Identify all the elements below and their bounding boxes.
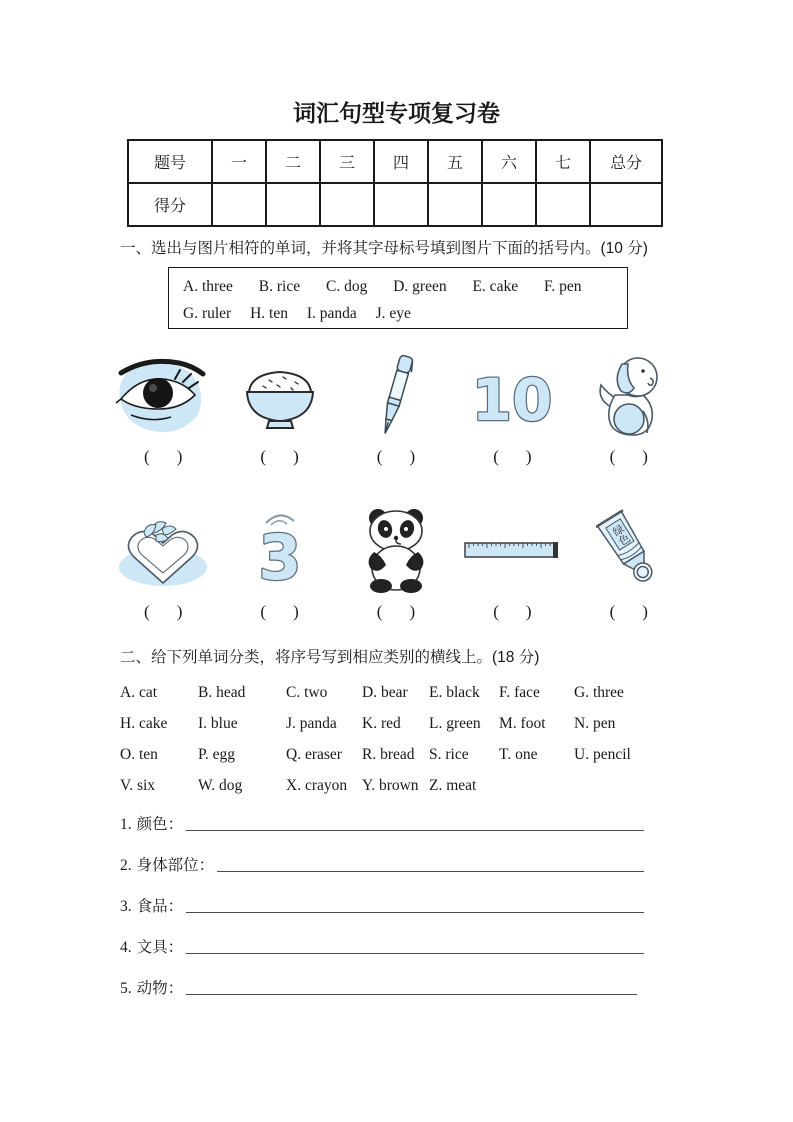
grid-word: M. foot xyxy=(499,715,546,732)
answer-bracket xyxy=(105,447,221,467)
score-table-header-cell: 五 xyxy=(428,140,482,183)
grid-word: W. dog xyxy=(198,777,243,794)
bracket-open: ( xyxy=(376,602,383,621)
score-table-header-row xyxy=(128,140,662,183)
answer-blank-line xyxy=(186,953,644,954)
grid-word: R. bread xyxy=(362,746,415,763)
answer-bracket xyxy=(571,602,687,622)
score-empty-cell xyxy=(482,183,536,226)
page-title: 词汇句型专项复习卷 xyxy=(293,100,500,126)
category-number: 2. xyxy=(120,857,132,874)
bracket-close: ) xyxy=(409,602,416,621)
category-number: 4. xyxy=(120,939,132,956)
tube-label: 绿色 xyxy=(609,522,632,548)
bracket-open: ( xyxy=(260,602,267,621)
bracket-close: ) xyxy=(642,447,648,466)
score-table-header-cell: 六 xyxy=(482,140,536,183)
category-label: 颜色： xyxy=(136,816,184,833)
score-empty-cell xyxy=(320,183,374,226)
word-bank-line-1 xyxy=(183,273,627,300)
bracket-open: ( xyxy=(144,447,150,466)
ruler-picture xyxy=(454,505,570,595)
answer-bracket xyxy=(571,447,687,467)
answer-bracket-row-1 xyxy=(105,447,687,467)
grid-word: L. green xyxy=(429,715,481,732)
category-number: 3. xyxy=(120,898,132,915)
number-three-text: 3 xyxy=(258,521,302,591)
grid-word: U. pencil xyxy=(574,746,631,763)
score-label-cell: 得分 xyxy=(128,183,212,226)
bank-word: B. rice xyxy=(258,278,301,295)
category-number: 5. xyxy=(120,980,132,997)
answer-bracket xyxy=(338,447,454,467)
bracket-close: ) xyxy=(176,602,183,621)
category-label: 身体部位： xyxy=(136,857,215,874)
score-table-header-cell: 一 xyxy=(212,140,266,183)
cake-picture xyxy=(105,505,221,595)
section-one-heading: 一、选出与图片相符的单词，并将其字母标号填到图片下面的括号内。(10 分) xyxy=(120,240,648,257)
category-row-food xyxy=(120,888,644,916)
score-table-header-cell: 三 xyxy=(320,140,374,183)
bracket-open: ( xyxy=(493,447,499,466)
category-row-stationery xyxy=(120,929,644,957)
bank-word: G. ruler xyxy=(183,305,232,322)
picture-row-1 xyxy=(105,352,687,442)
eye-picture xyxy=(105,352,221,442)
grid-word: A. cat xyxy=(120,684,158,701)
score-empty-cell xyxy=(212,183,266,226)
bracket-open: ( xyxy=(609,602,616,621)
score-empty-cell xyxy=(374,183,428,226)
bank-word: D. green xyxy=(393,278,447,295)
bracket-open: ( xyxy=(376,447,383,466)
answer-bracket xyxy=(454,447,570,467)
bracket-open: ( xyxy=(144,602,150,621)
word-bank-line-2 xyxy=(183,300,627,327)
category-label: 动物： xyxy=(136,980,184,997)
pen-picture xyxy=(338,352,454,442)
answer-bracket xyxy=(221,602,337,622)
section-two-heading: 二、给下列单词分类，将序号写到相应类别的横线上。(18 分) xyxy=(120,649,540,666)
number-three-picture xyxy=(221,505,337,595)
category-label: 食品： xyxy=(136,898,184,915)
score-empty-cell xyxy=(536,183,590,226)
grid-word: B. head xyxy=(198,684,246,701)
answer-blank-line xyxy=(186,830,644,831)
panda-picture xyxy=(338,505,454,595)
bracket-open: ( xyxy=(493,602,499,621)
bank-word: F. pen xyxy=(543,278,582,295)
answer-blank-line xyxy=(186,994,637,995)
bracket-open: ( xyxy=(260,447,267,466)
grid-word: C. two xyxy=(286,684,328,701)
answer-bracket xyxy=(338,602,454,622)
grid-word: G. three xyxy=(574,684,624,701)
bracket-open: ( xyxy=(609,447,616,466)
score-table-label-cell: 题号 xyxy=(128,140,212,183)
bracket-close: ) xyxy=(293,447,299,466)
answer-bracket-row-2 xyxy=(105,602,687,622)
grid-word: K. red xyxy=(362,715,401,732)
category-row-colors xyxy=(120,806,644,834)
bracket-close: ) xyxy=(409,447,416,466)
score-table-header-cell: 七 xyxy=(536,140,590,183)
grid-word: Q. eraser xyxy=(286,746,342,763)
grid-word: S. rice xyxy=(429,746,469,763)
answer-bracket xyxy=(105,602,221,622)
bank-word: E. cake xyxy=(472,278,519,295)
grid-word: H. cake xyxy=(120,715,168,732)
grid-word: Y. brown xyxy=(362,777,419,794)
grid-word: J. panda xyxy=(286,715,337,732)
bracket-close: ) xyxy=(642,602,648,621)
grid-word: I. blue xyxy=(198,715,238,732)
answer-blank-line xyxy=(186,912,644,913)
category-list xyxy=(120,806,644,1011)
number-ten-picture xyxy=(454,352,570,442)
category-label: 文具： xyxy=(136,939,184,956)
category-row-animals xyxy=(120,970,644,998)
score-table-header-cell: 二 xyxy=(266,140,320,183)
answer-bracket xyxy=(221,447,337,467)
score-table-header-cell: 总分 xyxy=(590,140,662,183)
score-empty-cell xyxy=(590,183,662,226)
grid-word: D. bear xyxy=(362,684,408,701)
score-empty-cell xyxy=(428,183,482,226)
grid-word: O. ten xyxy=(120,746,158,763)
grid-word: N. pen xyxy=(574,715,616,732)
bracket-close: ) xyxy=(525,447,532,466)
bank-word: A. three xyxy=(183,278,233,295)
score-table-score-row xyxy=(128,183,662,226)
answer-blank-line xyxy=(217,871,644,872)
classification-word-grid xyxy=(120,677,668,801)
grid-word: X. crayon xyxy=(286,777,348,794)
grid-word: T. one xyxy=(499,746,538,763)
bank-word: C. dog xyxy=(326,278,368,295)
grid-word: Z. meat xyxy=(429,777,477,794)
grid-word: P. egg xyxy=(198,746,236,763)
number-ten-text: 10 xyxy=(472,366,553,432)
grid-word: E. black xyxy=(429,684,480,701)
score-table-header-cell: 四 xyxy=(374,140,428,183)
bracket-close: ) xyxy=(293,602,299,621)
rice-bowl-picture xyxy=(221,352,337,442)
dog-picture xyxy=(571,352,687,442)
grid-word: V. six xyxy=(120,777,156,794)
grid-word: F. face xyxy=(499,684,540,701)
word-bank-box xyxy=(168,267,628,329)
bank-word: H. ten xyxy=(250,305,288,322)
answer-bracket xyxy=(454,602,570,622)
score-table xyxy=(127,139,663,227)
picture-row-2 xyxy=(105,505,687,595)
score-empty-cell xyxy=(266,183,320,226)
bank-word: I. panda xyxy=(306,305,357,322)
bracket-close: ) xyxy=(525,602,532,621)
bracket-close: ) xyxy=(176,447,183,466)
category-row-body-parts xyxy=(120,847,644,875)
bank-word: J. eye xyxy=(375,305,411,322)
category-number: 1. xyxy=(120,816,132,833)
green-paint-tube-picture xyxy=(571,505,687,595)
